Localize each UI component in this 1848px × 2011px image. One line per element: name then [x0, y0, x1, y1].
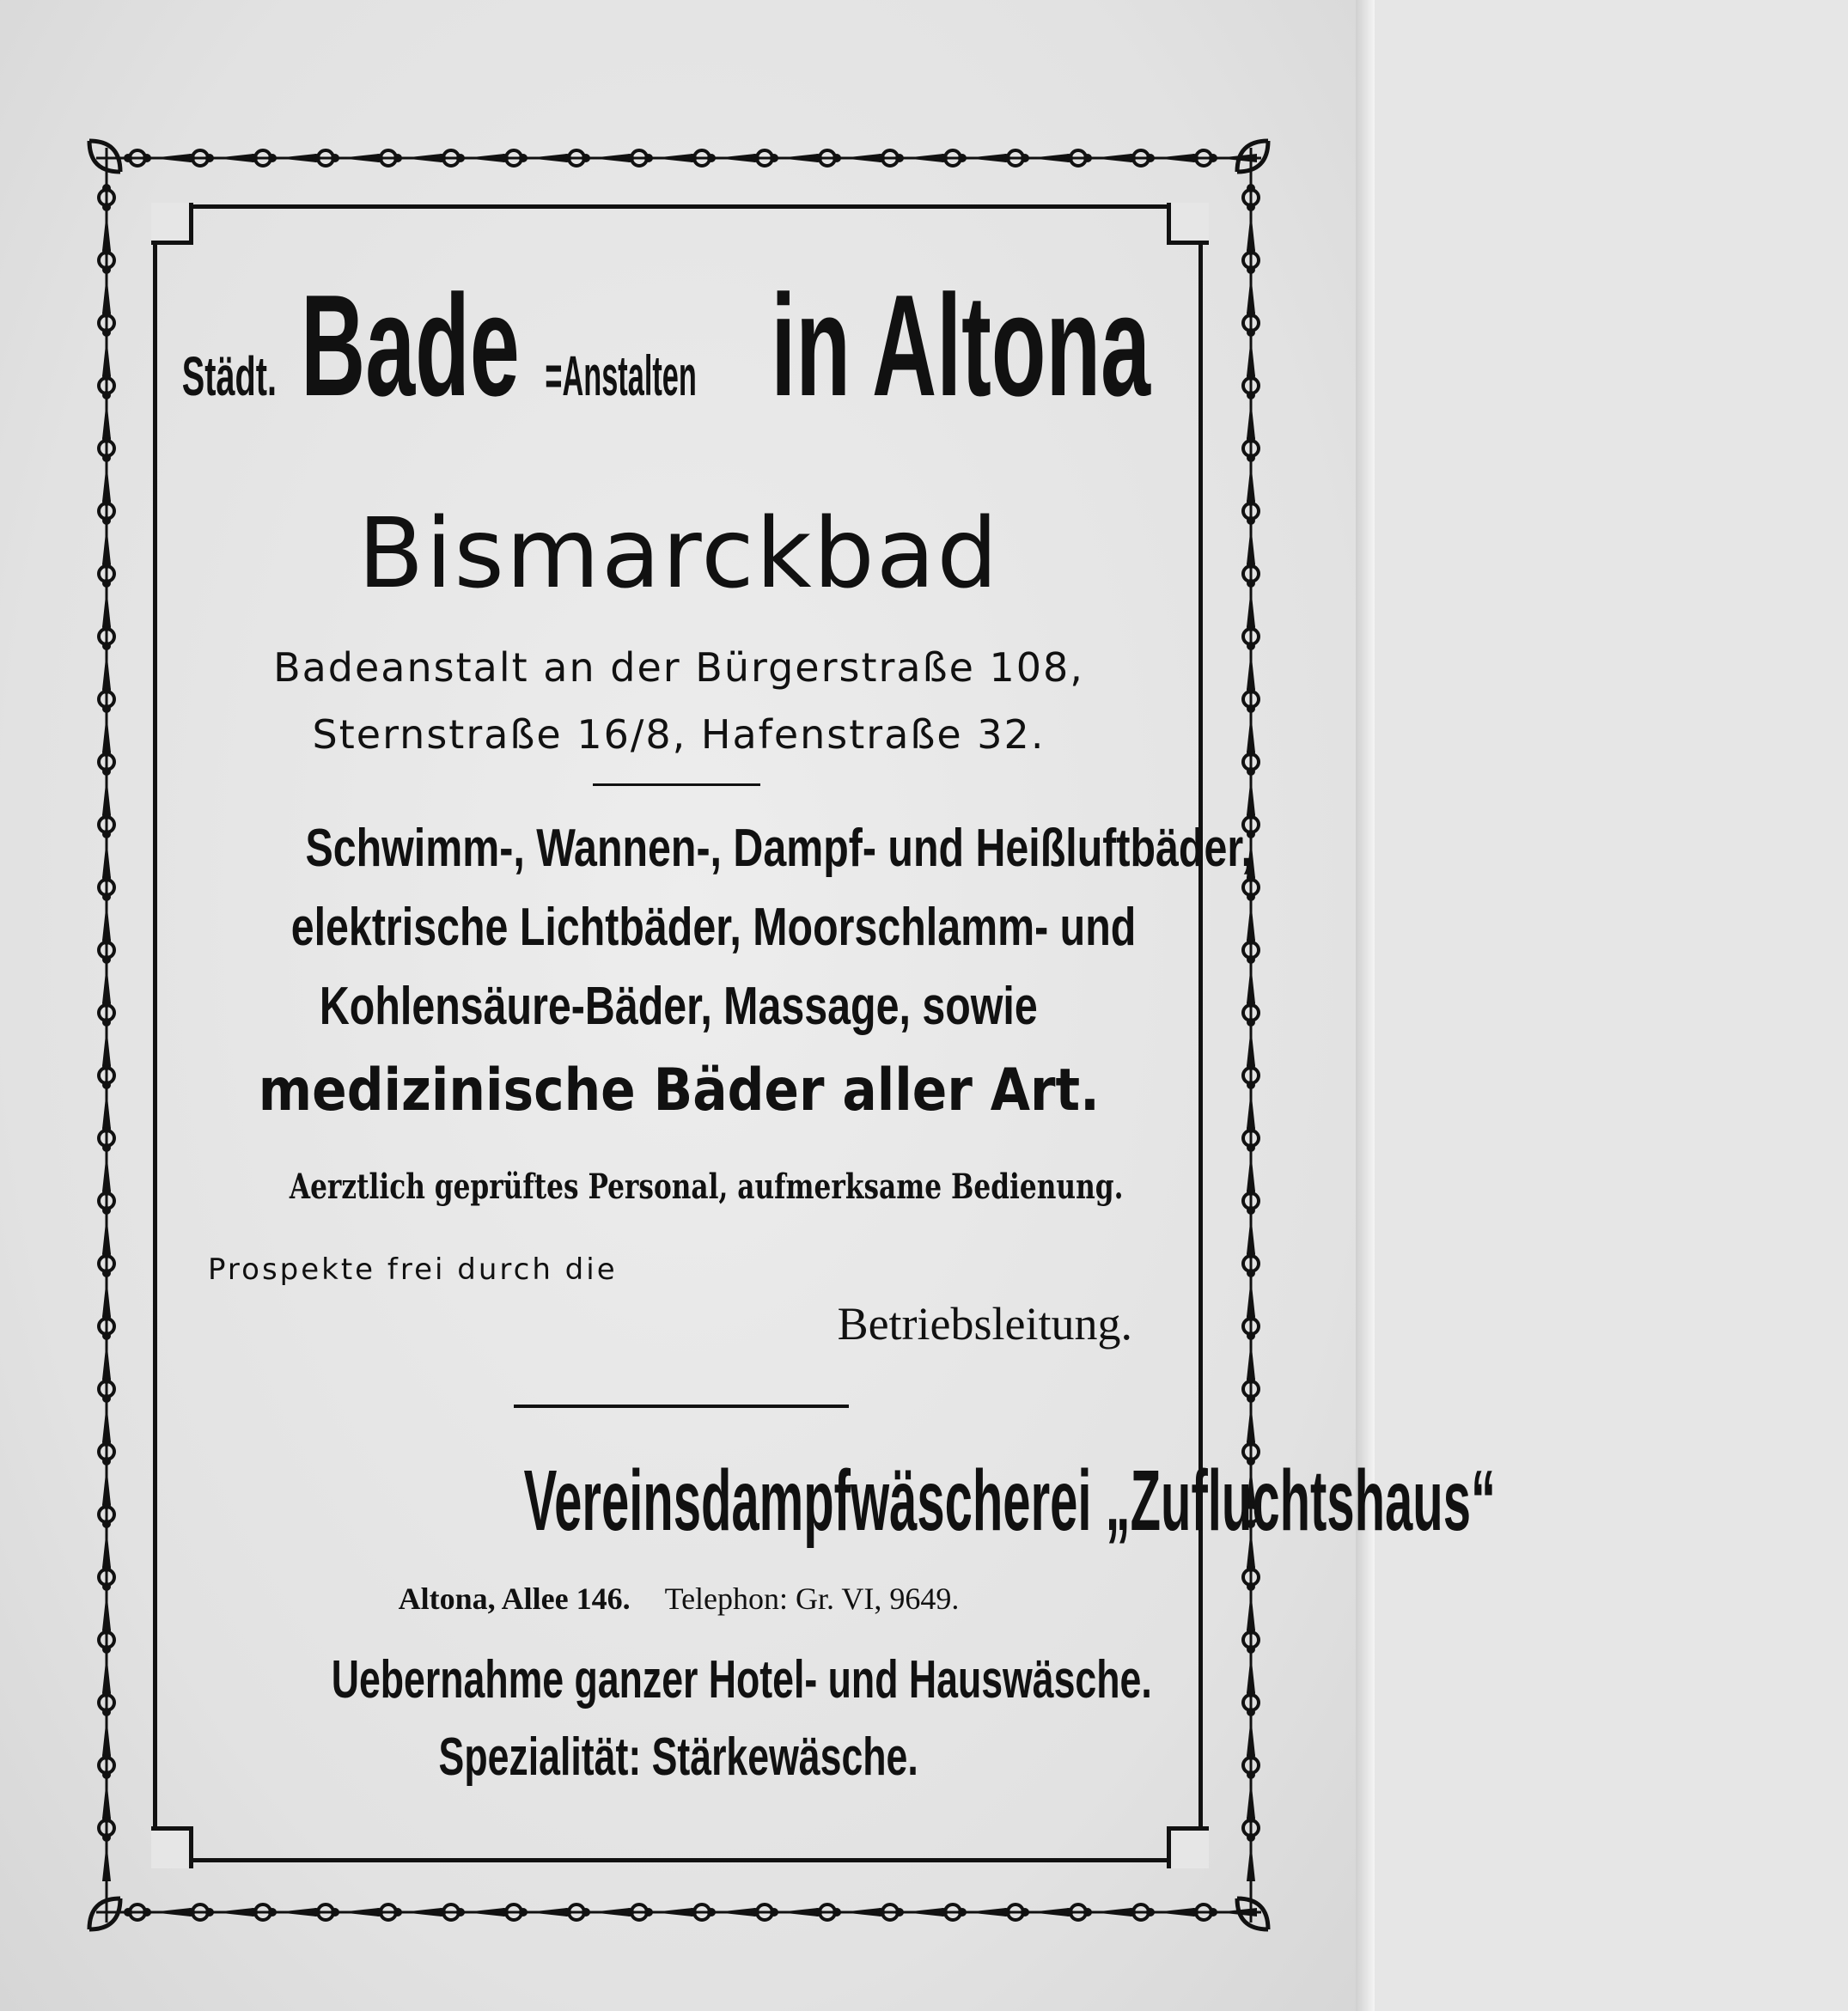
divider-long — [514, 1405, 849, 1408]
advertisement-content — [172, 258, 1496, 1821]
laundry-service-text: Uebernahme ganzer Hotel- und Hauswäsche. — [331, 1650, 1152, 1709]
services-line-3 — [172, 976, 1186, 1037]
services-line-3-text: Kohlensäure-Bäder, Massage, sowie — [320, 977, 1038, 1036]
address-line-2: Sternstraße 16/8, Hafenstraße 32. — [312, 711, 1046, 758]
laundry-specialty-line — [172, 1727, 1186, 1788]
headline-altona: in Altona — [771, 265, 1150, 426]
laundry-name-text: Vereinsdampfwäscherei „Zufluchtshaus“ — [523, 1453, 1496, 1549]
laundry-phone: Telephon: Gr. VI, 9649. — [664, 1581, 960, 1616]
laundry-contact — [172, 1581, 1186, 1617]
laundry-service-line — [172, 1649, 1186, 1710]
headline-bade: Bade — [300, 265, 520, 426]
frame-corner-top-right — [1167, 203, 1209, 245]
services-line-2 — [172, 897, 1186, 958]
headline-prefix: Städt. — [181, 345, 278, 407]
address-line-1: Badeanstalt an der Bürgerstraße 108, — [273, 644, 1084, 691]
services-line-1 — [172, 818, 1253, 879]
staff-line-text: Aerztlich geprüftes Personal, aufmerksame Bedienung. — [289, 1167, 1124, 1207]
laundry-specialty-text: Spezialität: Stärkewäsche. — [438, 1728, 919, 1787]
management-signature: Betriebsleitung. — [837, 1298, 1132, 1350]
bismarckbad-title: Bismarckbad — [357, 498, 1000, 610]
prospectus-note: Prospekte frei durch die — [208, 1252, 618, 1287]
medical-baths-text: medizinische Bäder aller Art. — [258, 1057, 1100, 1124]
laundry-address: Altona, Allee 146. — [398, 1581, 631, 1616]
medical-baths-line — [172, 1057, 1186, 1124]
page-edge-shadow — [1356, 0, 1375, 2011]
frame-corner-top-left — [151, 203, 193, 245]
headline — [172, 265, 1186, 426]
frame-corner-bottom-right — [1167, 1826, 1209, 1868]
services-line-2-text: elektrische Lichtbäder, Moorschlamm- und — [290, 898, 1137, 957]
divider-short — [593, 783, 760, 786]
laundry-name — [172, 1453, 1496, 1549]
headline-anstalten: =Anstalten — [545, 344, 697, 407]
frame-corner-bottom-left — [151, 1826, 193, 1868]
staff-line — [172, 1167, 1186, 1207]
services-line-1-text: Schwimm-, Wannen-, Dampf- und Heißluftbäder, — [305, 819, 1253, 878]
